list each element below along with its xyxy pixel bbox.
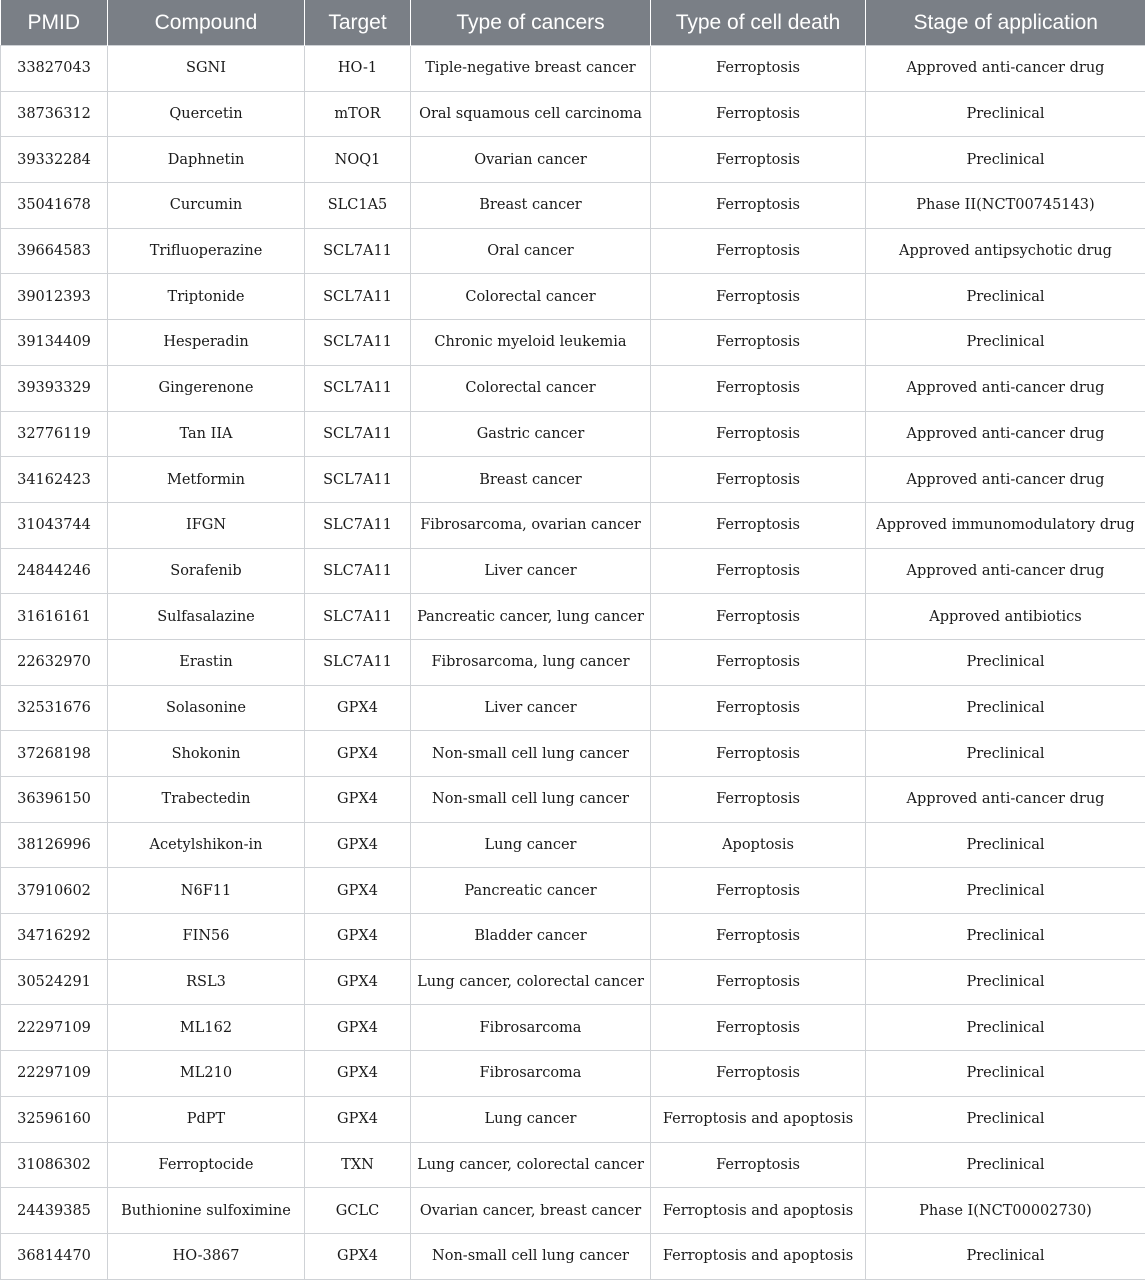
compound-cell: IFGN xyxy=(108,502,305,548)
table-row xyxy=(1,914,1145,960)
compound-cell: Tan IIA xyxy=(108,411,305,457)
cell-death-cell: Ferroptosis xyxy=(651,457,866,503)
target-cell: GPX4 xyxy=(305,1233,411,1279)
cancer-type-cell: Fibrosarcoma xyxy=(411,1005,651,1051)
compound-cell: Shokonin xyxy=(108,731,305,777)
cancer-type-cell: Fibrosarcoma, lung cancer xyxy=(411,639,651,685)
cancer-type-cell: Colorectal cancer xyxy=(411,365,651,411)
cell-death-cell: Ferroptosis xyxy=(651,411,866,457)
cell-death-cell: Ferroptosis xyxy=(651,548,866,594)
stage-cell: Preclinical xyxy=(866,1233,1145,1279)
compound-cell: Triptonide xyxy=(108,274,305,320)
table-row xyxy=(1,46,1145,92)
cancer-type-cell: Oral squamous cell carcinoma xyxy=(411,91,651,137)
pmid-cell: 39664583 xyxy=(1,228,108,274)
compound-cell: Sulfasalazine xyxy=(108,594,305,640)
target-cell: SCL7A11 xyxy=(305,457,411,503)
header-row xyxy=(1,0,1145,46)
cancer-type-cell: Fibrosarcoma xyxy=(411,1051,651,1097)
target-cell: SCL7A11 xyxy=(305,274,411,320)
stage-cell: Preclinical xyxy=(866,1051,1145,1097)
target-cell: SCL7A11 xyxy=(305,365,411,411)
stage-cell: Approved anti-cancer drug xyxy=(866,457,1145,503)
table-row xyxy=(1,183,1145,229)
header-cell-death-type: Type of cell death xyxy=(651,0,866,46)
stage-cell: Phase I(NCT00002730) xyxy=(866,1188,1145,1234)
pmid-cell: 31086302 xyxy=(1,1142,108,1188)
table-row xyxy=(1,639,1145,685)
stage-cell: Preclinical xyxy=(866,1142,1145,1188)
cancer-type-cell: Bladder cancer xyxy=(411,914,651,960)
stage-cell: Preclinical xyxy=(866,1005,1145,1051)
compound-cell: PdPT xyxy=(108,1096,305,1142)
pmid-cell: 32531676 xyxy=(1,685,108,731)
stage-cell: Preclinical xyxy=(866,822,1145,868)
compound-cell: Buthionine sulfoximine xyxy=(108,1188,305,1234)
cell-death-cell: Ferroptosis xyxy=(651,274,866,320)
target-cell: GPX4 xyxy=(305,1051,411,1097)
compound-cell: Trabectedin xyxy=(108,777,305,823)
table-row xyxy=(1,1051,1145,1097)
compound-cell: Quercetin xyxy=(108,91,305,137)
cancer-type-cell: Ovarian cancer, breast cancer xyxy=(411,1188,651,1234)
cell-death-cell: Ferroptosis xyxy=(651,685,866,731)
target-cell: GPX4 xyxy=(305,914,411,960)
pmid-cell: 39393329 xyxy=(1,365,108,411)
cancer-type-cell: Lung cancer xyxy=(411,1096,651,1142)
cell-death-cell: Ferroptosis xyxy=(651,183,866,229)
table-row xyxy=(1,731,1145,777)
stage-cell: Approved anti-cancer drug xyxy=(866,46,1145,92)
header-compound: Compound xyxy=(108,0,305,46)
pmid-cell: 24439385 xyxy=(1,1188,108,1234)
stage-cell: Preclinical xyxy=(866,639,1145,685)
compound-cell: SGNI xyxy=(108,46,305,92)
cell-death-cell: Ferroptosis xyxy=(651,868,866,914)
cancer-type-cell: Pancreatic cancer xyxy=(411,868,651,914)
pmid-cell: 35041678 xyxy=(1,183,108,229)
compound-cell: Trifluoperazine xyxy=(108,228,305,274)
pmid-cell: 38126996 xyxy=(1,822,108,868)
stage-cell: Preclinical xyxy=(866,731,1145,777)
cell-death-cell: Apoptosis xyxy=(651,822,866,868)
cancer-type-cell: Fibrosarcoma, ovarian cancer xyxy=(411,502,651,548)
target-cell: SLC7A11 xyxy=(305,502,411,548)
cell-death-cell: Ferroptosis xyxy=(651,502,866,548)
cell-death-cell: Ferroptosis xyxy=(651,365,866,411)
cell-death-cell: Ferroptosis xyxy=(651,777,866,823)
cell-death-cell: Ferroptosis xyxy=(651,731,866,777)
stage-cell: Approved anti-cancer drug xyxy=(866,777,1145,823)
target-cell: GCLC xyxy=(305,1188,411,1234)
stage-cell: Approved antibiotics xyxy=(866,594,1145,640)
cancer-type-cell: Oral cancer xyxy=(411,228,651,274)
target-cell: SCL7A11 xyxy=(305,320,411,366)
target-cell: mTOR xyxy=(305,91,411,137)
table-body xyxy=(1,46,1145,1280)
compound-cell: FIN56 xyxy=(108,914,305,960)
target-cell: GPX4 xyxy=(305,822,411,868)
compound-cell: Solasonine xyxy=(108,685,305,731)
table-header xyxy=(1,0,1145,46)
stage-cell: Approved anti-cancer drug xyxy=(866,548,1145,594)
compound-cell: Metformin xyxy=(108,457,305,503)
target-cell: GPX4 xyxy=(305,685,411,731)
table-row xyxy=(1,685,1145,731)
table-row xyxy=(1,1188,1145,1234)
table-row xyxy=(1,1142,1145,1188)
target-cell: SLC7A11 xyxy=(305,639,411,685)
compound-cell: RSL3 xyxy=(108,959,305,1005)
cell-death-cell: Ferroptosis xyxy=(651,228,866,274)
table-row xyxy=(1,411,1145,457)
pmid-cell: 34162423 xyxy=(1,457,108,503)
cell-death-cell: Ferroptosis xyxy=(651,639,866,685)
compound-cell: Gingerenone xyxy=(108,365,305,411)
cell-death-cell: Ferroptosis xyxy=(651,594,866,640)
stage-cell: Preclinical xyxy=(866,868,1145,914)
compound-cell: Curcumin xyxy=(108,183,305,229)
table-row xyxy=(1,822,1145,868)
table-row xyxy=(1,1005,1145,1051)
table-row xyxy=(1,457,1145,503)
cancer-type-cell: Breast cancer xyxy=(411,183,651,229)
pmid-cell: 34716292 xyxy=(1,914,108,960)
pmid-cell: 22297109 xyxy=(1,1051,108,1097)
cancer-type-cell: Chronic myeloid leukemia xyxy=(411,320,651,366)
target-cell: GPX4 xyxy=(305,777,411,823)
target-cell: SCL7A11 xyxy=(305,228,411,274)
stage-cell: Approved anti-cancer drug xyxy=(866,411,1145,457)
stage-cell: Preclinical xyxy=(866,1096,1145,1142)
cell-death-cell: Ferroptosis xyxy=(651,1005,866,1051)
target-cell: SLC7A11 xyxy=(305,548,411,594)
table-row xyxy=(1,1233,1145,1279)
table-row xyxy=(1,274,1145,320)
stage-cell: Preclinical xyxy=(866,137,1145,183)
cell-death-cell: Ferroptosis xyxy=(651,959,866,1005)
compound-cell: ML162 xyxy=(108,1005,305,1051)
cancer-type-cell: Liver cancer xyxy=(411,548,651,594)
pmid-cell: 31043744 xyxy=(1,502,108,548)
header-target: Target xyxy=(305,0,411,46)
stage-cell: Approved anti-cancer drug xyxy=(866,365,1145,411)
cell-death-cell: Ferroptosis and apoptosis xyxy=(651,1096,866,1142)
cancer-type-cell: Non-small cell lung cancer xyxy=(411,1233,651,1279)
cell-death-cell: Ferroptosis xyxy=(651,320,866,366)
stage-cell: Phase II(NCT00745143) xyxy=(866,183,1145,229)
table-row xyxy=(1,777,1145,823)
cell-death-cell: Ferroptosis and apoptosis xyxy=(651,1233,866,1279)
table-row xyxy=(1,959,1145,1005)
pmid-cell: 22632970 xyxy=(1,639,108,685)
table-row xyxy=(1,548,1145,594)
table-row xyxy=(1,137,1145,183)
pmid-cell: 32596160 xyxy=(1,1096,108,1142)
pmid-cell: 22297109 xyxy=(1,1005,108,1051)
target-cell: NOQ1 xyxy=(305,137,411,183)
table-row xyxy=(1,1096,1145,1142)
pmid-cell: 33827043 xyxy=(1,46,108,92)
table-row xyxy=(1,868,1145,914)
cancer-type-cell: Colorectal cancer xyxy=(411,274,651,320)
pmid-cell: 36396150 xyxy=(1,777,108,823)
cancer-type-cell: Pancreatic cancer, lung cancer xyxy=(411,594,651,640)
target-cell: GPX4 xyxy=(305,959,411,1005)
pmid-cell: 30524291 xyxy=(1,959,108,1005)
cancer-type-cell: Gastric cancer xyxy=(411,411,651,457)
target-cell: GPX4 xyxy=(305,1096,411,1142)
table-row xyxy=(1,502,1145,548)
header-stage: Stage of application xyxy=(866,0,1145,46)
pmid-cell: 39332284 xyxy=(1,137,108,183)
pmid-cell: 37910602 xyxy=(1,868,108,914)
cell-death-cell: Ferroptosis and apoptosis xyxy=(651,1188,866,1234)
pmid-cell: 31616161 xyxy=(1,594,108,640)
cell-death-cell: Ferroptosis xyxy=(651,137,866,183)
compound-cell: Erastin xyxy=(108,639,305,685)
compound-cell: Daphnetin xyxy=(108,137,305,183)
pmid-cell: 32776119 xyxy=(1,411,108,457)
table-row xyxy=(1,320,1145,366)
target-cell: HO-1 xyxy=(305,46,411,92)
target-cell: GPX4 xyxy=(305,1005,411,1051)
cell-death-cell: Ferroptosis xyxy=(651,91,866,137)
table-row xyxy=(1,91,1145,137)
cell-death-cell: Ferroptosis xyxy=(651,1142,866,1188)
stage-cell: Preclinical xyxy=(866,914,1145,960)
cancer-type-cell: Ovarian cancer xyxy=(411,137,651,183)
cell-death-cell: Ferroptosis xyxy=(651,1051,866,1097)
cancer-type-cell: Non-small cell lung cancer xyxy=(411,731,651,777)
target-cell: SLC1A5 xyxy=(305,183,411,229)
stage-cell: Preclinical xyxy=(866,685,1145,731)
cancer-type-cell: Lung cancer, colorectal cancer xyxy=(411,959,651,1005)
cancer-type-cell: Lung cancer, colorectal cancer xyxy=(411,1142,651,1188)
target-cell: TXN xyxy=(305,1142,411,1188)
target-cell: GPX4 xyxy=(305,731,411,777)
pmid-cell: 39012393 xyxy=(1,274,108,320)
header-cancer-type: Type of cancers xyxy=(411,0,651,46)
compound-cell: Ferroptocide xyxy=(108,1142,305,1188)
compound-cell: Hesperadin xyxy=(108,320,305,366)
stage-cell: Preclinical xyxy=(866,274,1145,320)
cancer-type-cell: Breast cancer xyxy=(411,457,651,503)
cancer-type-cell: Non-small cell lung cancer xyxy=(411,777,651,823)
compound-cell: HO-3867 xyxy=(108,1233,305,1279)
target-cell: GPX4 xyxy=(305,868,411,914)
stage-cell: Approved antipsychotic drug xyxy=(866,228,1145,274)
compound-cell: Acetylshikon-in xyxy=(108,822,305,868)
stage-cell: Approved immunomodulatory drug xyxy=(866,502,1145,548)
cancer-type-cell: Tiple-negative breast cancer xyxy=(411,46,651,92)
target-cell: SCL7A11 xyxy=(305,411,411,457)
cell-death-cell: Ferroptosis xyxy=(651,46,866,92)
target-cell: SLC7A11 xyxy=(305,594,411,640)
stage-cell: Preclinical xyxy=(866,959,1145,1005)
compound-cell: N6F11 xyxy=(108,868,305,914)
table-row xyxy=(1,594,1145,640)
compound-cell: ML210 xyxy=(108,1051,305,1097)
pmid-cell: 39134409 xyxy=(1,320,108,366)
cancer-type-cell: Lung cancer xyxy=(411,822,651,868)
header-pmid: PMID xyxy=(1,0,108,46)
pmid-cell: 37268198 xyxy=(1,731,108,777)
stage-cell: Preclinical xyxy=(866,320,1145,366)
cancer-type-cell: Liver cancer xyxy=(411,685,651,731)
stage-cell: Preclinical xyxy=(866,91,1145,137)
cell-death-cell: Ferroptosis xyxy=(651,914,866,960)
table-row xyxy=(1,365,1145,411)
table-row xyxy=(1,228,1145,274)
pmid-cell: 38736312 xyxy=(1,91,108,137)
pmid-cell: 36814470 xyxy=(1,1233,108,1279)
compound-cell: Sorafenib xyxy=(108,548,305,594)
pmid-cell: 24844246 xyxy=(1,548,108,594)
